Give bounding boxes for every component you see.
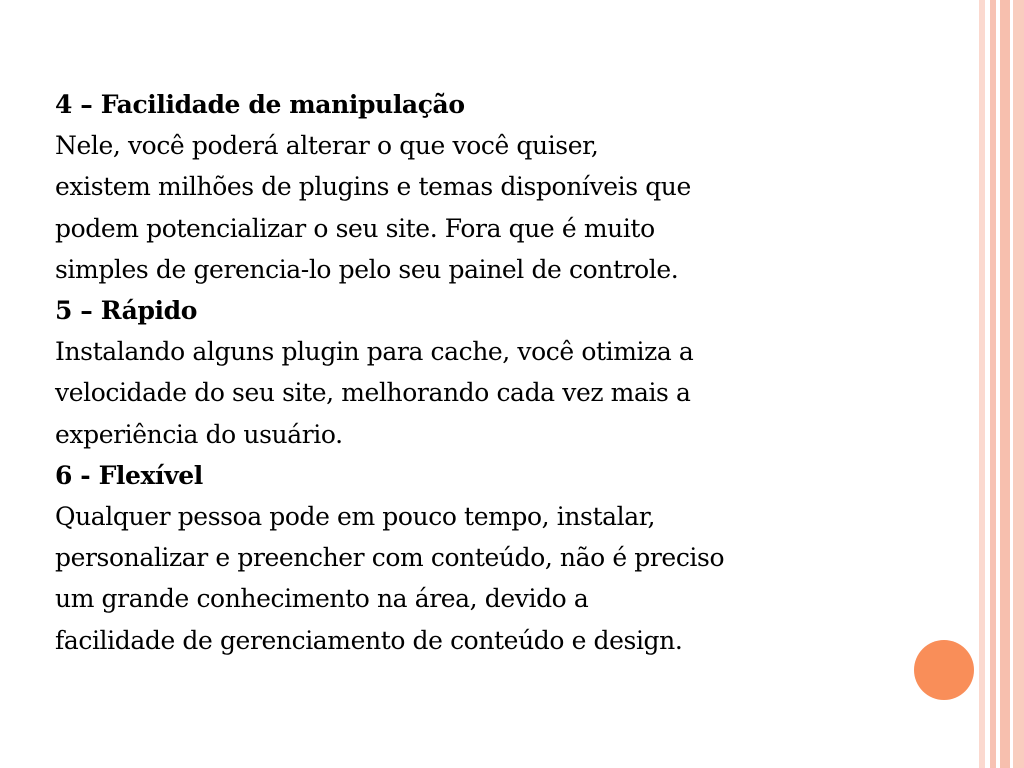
body-line: existem milhões de plugins e temas disponíveis que xyxy=(55,172,691,202)
body-line: um grande conhecimento na área, devido a xyxy=(55,584,589,614)
decorative-stripe xyxy=(1000,0,1010,768)
body-line: personalizar e preencher com conteúdo, não é preciso xyxy=(55,543,725,573)
section-heading-flexivel: 6 - Flexível xyxy=(55,460,203,490)
body-line: Qualquer pessoa pode em pouco tempo, instalar, xyxy=(55,502,656,532)
body-line: experiência do usuário. xyxy=(55,419,343,449)
decorative-stripe xyxy=(1013,0,1024,768)
slide-body xyxy=(55,84,935,661)
body-line: podem potencializar o seu site. Fora que é muito xyxy=(55,213,655,243)
body-line: facilidade de gerenciamento de conteúdo e design. xyxy=(55,625,683,655)
body-line: Nele, você poderá alterar o que você quiser, xyxy=(55,131,599,161)
body-line: Instalando alguns plugin para cache, você otimiza a xyxy=(55,337,694,367)
section-heading-rapido: 5 – Rápido xyxy=(55,296,197,326)
section-heading-facilidade: 4 – Facilidade de manipulação xyxy=(55,90,465,119)
body-line: velocidade do seu site, melhorando cada vez mais a xyxy=(55,378,691,408)
body-line: simples de gerencia-lo pelo seu painel de controle. xyxy=(55,254,679,284)
